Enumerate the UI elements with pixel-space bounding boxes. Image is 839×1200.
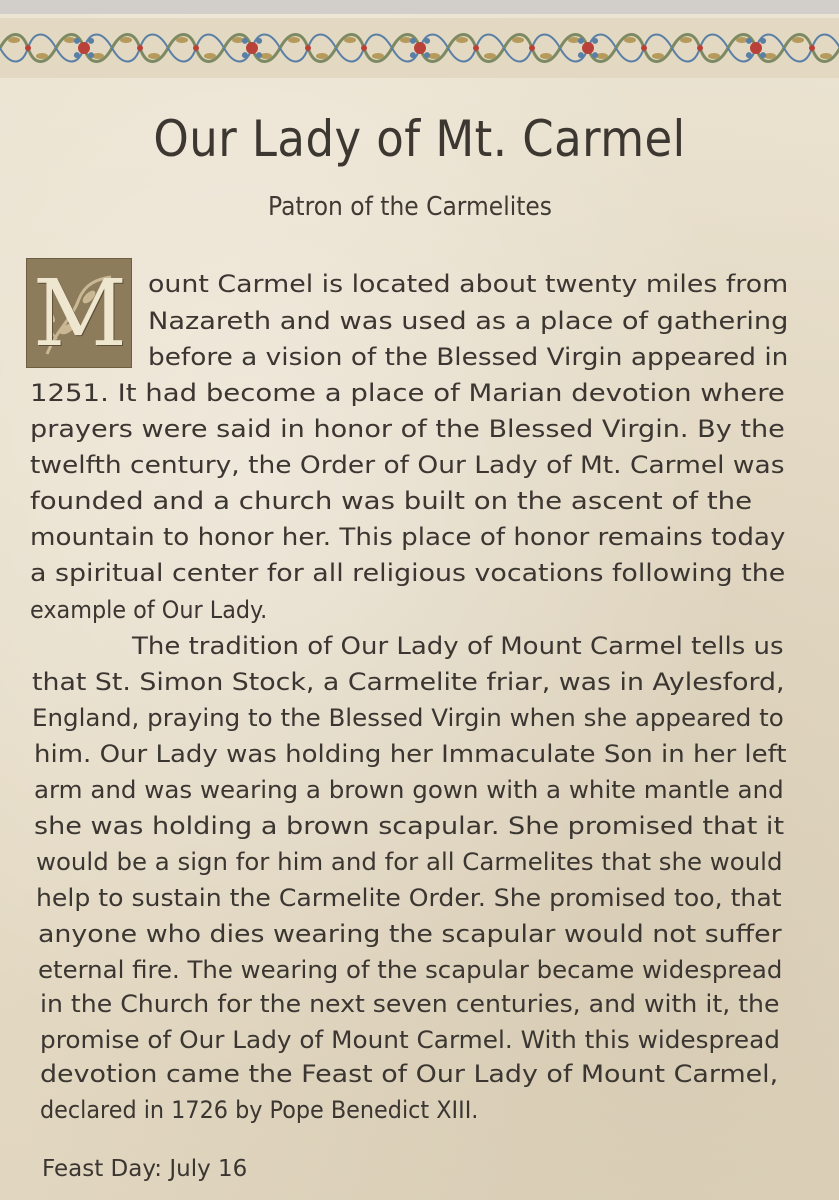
- drop-cap-letter: M: [32, 260, 128, 367]
- body-line: founded and a church was built on the ascent of the: [30, 487, 753, 515]
- body-line: before a vision of the Blessed Virgin appeared in: [148, 343, 789, 371]
- body-line: ount Carmel is located about twenty miles from: [148, 270, 789, 298]
- body-line: 1251. It had become a place of Marian devotion where: [30, 379, 785, 407]
- drop-cap: [26, 258, 132, 368]
- body-line: help to sustain the Carmelite Order. She promised too, that: [36, 884, 782, 912]
- body-line: that St. Simon Stock, a Carmelite friar, was in Aylesford,: [32, 668, 785, 696]
- body-line: prayers were said in honor of the Blessed Virgin. By the: [30, 415, 785, 443]
- page-title: Our Lady of Mt. Carmel: [153, 110, 686, 168]
- body-line: a spiritual center for all religious vocations following the: [30, 559, 786, 587]
- body-line: The tradition of Our Lady of Mount Carmel tells us: [132, 632, 784, 660]
- body-line: England, praying to the Blessed Virgin when she appeared to: [32, 704, 784, 732]
- body-line: she was holding a brown scapular. She promised that it: [34, 812, 785, 840]
- body-line: him. Our Lady was holding her Immaculate Son in her left: [34, 740, 787, 768]
- body-line: eternal fire. The wearing of the scapular became widespread: [38, 956, 783, 984]
- ornamental-border: [0, 18, 839, 78]
- body-line: arm and was wearing a brown gown with a white mantle and: [34, 776, 784, 804]
- body-line: twelfth century, the Order of Our Lady of Mt. Carmel was: [30, 451, 785, 479]
- body-line: in the Church for the next seven centuries, and with it, the: [40, 990, 780, 1018]
- body-line: promise of Our Lady of Mount Carmel. With this widespread: [40, 1026, 780, 1054]
- top-edge: [0, 0, 839, 14]
- body-line: would be a sign for him and for all Carmelites that she would: [36, 848, 783, 876]
- body-line: declared in 1726 by Pope Benedict XIII.: [40, 1096, 479, 1124]
- page-subtitle: Patron of the Carmelites: [268, 192, 552, 222]
- body-line: example of Our Lady.: [30, 596, 268, 624]
- body-line: Nazareth and was used as a place of gathering: [148, 307, 789, 335]
- body-line: mountain to honor her. This place of honor remains today: [30, 523, 786, 551]
- body-line: devotion came the Feast of Our Lady of Mount Carmel,: [40, 1060, 779, 1088]
- body-line: anyone who dies wearing the scapular would not suffer: [38, 920, 782, 948]
- feast-day: Feast Day: July 16: [42, 1156, 248, 1182]
